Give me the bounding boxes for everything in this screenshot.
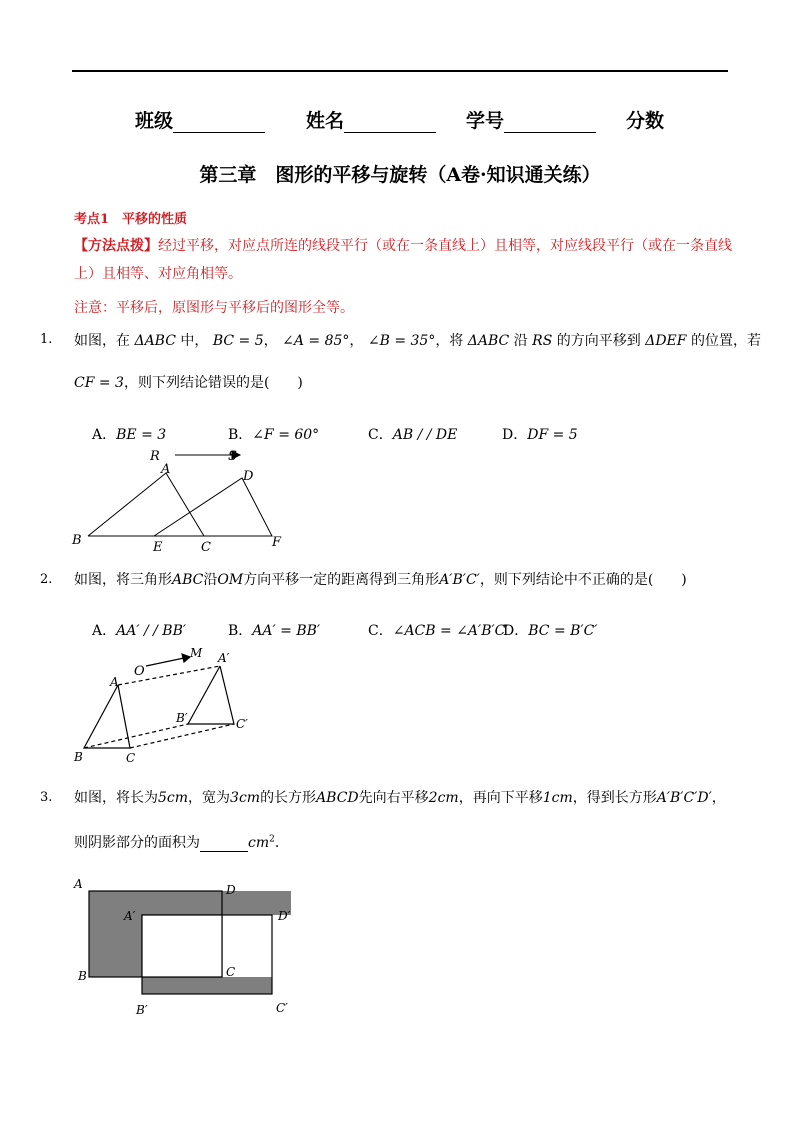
q1-option-c[interactable] bbox=[368, 424, 457, 444]
q3-text-c: 的长方形 bbox=[260, 790, 317, 806]
q1-triangle-def: ΔDEF bbox=[645, 333, 687, 349]
q2-option-d-text: BC = B′C′ bbox=[528, 623, 598, 639]
q1-rs: RS bbox=[532, 333, 553, 349]
q1-answer-paren[interactable]: ( ) bbox=[263, 375, 303, 391]
q2-label-b2: B′ bbox=[176, 711, 188, 725]
q2-text-c: 方向平移一定的距离得到三角形 bbox=[243, 572, 440, 588]
q1-text-f: 的位置，若 bbox=[690, 333, 761, 349]
q2-option-a-text: AA′ / / BB′ bbox=[116, 623, 187, 639]
q1-angle-b: ∠B = 35° bbox=[367, 333, 436, 349]
q3-rect-abcd-2: A′B′C′D′ bbox=[656, 790, 712, 806]
q1-label-s: S bbox=[228, 449, 237, 464]
method-note: 注意：平移后，原图形与平移后的图形全等。 bbox=[74, 300, 354, 316]
q2-label-b: B bbox=[74, 750, 83, 764]
q3-label-c: C bbox=[226, 965, 236, 979]
q3-overlap-region bbox=[142, 915, 222, 977]
q1-option-c-text: AB / / DE bbox=[392, 427, 458, 443]
q1-label-d: D bbox=[243, 469, 254, 484]
q3-text-d: 先向右平移 bbox=[358, 790, 429, 806]
score-field bbox=[626, 106, 664, 133]
class-blank[interactable] bbox=[173, 112, 265, 133]
q2-label-m: M bbox=[190, 646, 203, 660]
q1-cf: CF = 3 bbox=[74, 375, 124, 391]
q3-label-b2: B′ bbox=[136, 1003, 148, 1017]
q2-text-a: 如图，将三角形 bbox=[74, 572, 172, 588]
q2-dashed-bb2 bbox=[84, 724, 188, 748]
q1-text-c: ，将 bbox=[435, 333, 464, 349]
q3-unit: cm bbox=[248, 835, 270, 851]
q2-option-d-label: D． bbox=[503, 623, 529, 639]
q1-option-d-text: DF = 5 bbox=[527, 427, 578, 443]
q2-om: OM bbox=[217, 572, 244, 588]
q2-option-d[interactable] bbox=[503, 620, 597, 640]
score-label: 分数 bbox=[626, 110, 665, 132]
q2-option-b-text: AA′ = BB′ bbox=[252, 623, 321, 639]
q1-figure bbox=[60, 440, 300, 560]
q1-text-b: 中， bbox=[180, 333, 209, 349]
q3-label-b: B bbox=[78, 969, 87, 983]
q2-triangle-abc-2: A′B′C′ bbox=[439, 572, 480, 588]
q2-triangle-a2b2c2-shape bbox=[188, 666, 234, 724]
question-2-line-1 bbox=[74, 569, 687, 589]
q3-text-g: ， bbox=[711, 790, 726, 806]
q1-option-d[interactable] bbox=[502, 424, 578, 444]
q2-option-b[interactable] bbox=[228, 620, 320, 640]
q1-option-a-text: BE = 3 bbox=[116, 427, 167, 443]
question-3-line-2 bbox=[74, 832, 289, 852]
q1-text-d: 沿 bbox=[513, 333, 528, 349]
q3-label-a2: A′ bbox=[124, 909, 136, 923]
name-label: 姓名 bbox=[306, 110, 345, 132]
id-field bbox=[466, 106, 596, 133]
q1-text-a: 如图，在 bbox=[74, 333, 130, 349]
question-2-number: 2. bbox=[40, 572, 53, 587]
question-3-number: 3. bbox=[40, 790, 53, 805]
id-blank[interactable] bbox=[504, 112, 596, 133]
q1-option-b-label: B． bbox=[228, 427, 253, 443]
q2-option-c[interactable] bbox=[368, 620, 509, 640]
q1-triangle-abc-2: ΔABC bbox=[467, 333, 510, 349]
q1-text-e: 的方向平移到 bbox=[556, 333, 641, 349]
q1-bc: BC = 5 bbox=[212, 333, 264, 349]
q3-shift-down: 1cm bbox=[542, 790, 573, 806]
q3-shift-right: 2cm bbox=[428, 790, 459, 806]
q2-option-b-label: B． bbox=[228, 623, 253, 639]
q1-sep1: ， bbox=[263, 333, 278, 349]
q1-label-e: E bbox=[153, 540, 163, 555]
q2-option-c-text: ∠ACB = ∠A′B′C′ bbox=[392, 623, 509, 639]
q2-triangle-abc: ABC bbox=[172, 572, 204, 588]
q1-label-r: R bbox=[150, 449, 160, 464]
q1-label-c: C bbox=[201, 540, 211, 555]
q1-triangle-abc: ΔABC bbox=[134, 333, 176, 349]
q1-text-g: ，则下列结论错误的是 bbox=[123, 375, 264, 391]
q2-dashed-cc2 bbox=[130, 724, 234, 748]
q1-label-b: B bbox=[72, 533, 82, 548]
q3-answer-blank[interactable] bbox=[200, 835, 248, 852]
q3-width: 3cm bbox=[230, 790, 261, 806]
q2-text-d: ，则下列结论中不正确的是 bbox=[479, 572, 648, 588]
q3-label-d2: D′ bbox=[278, 909, 291, 923]
q2-label-a2: A′ bbox=[218, 651, 230, 665]
q1-option-a-label: A． bbox=[92, 427, 117, 443]
q3-text-b: ，宽为 bbox=[188, 790, 231, 806]
q3-label-d: D bbox=[226, 883, 236, 897]
q1-sep2: ， bbox=[349, 333, 364, 349]
q3-text-a: 如图，将长为 bbox=[74, 790, 158, 806]
page-title: 第三章 图形的平移与旋转（A卷·知识通关练） bbox=[199, 164, 601, 186]
q3-text-f: ，得到长方形 bbox=[572, 790, 657, 806]
q2-triangle-abc-shape bbox=[84, 685, 130, 748]
q1-label-a: A bbox=[161, 462, 171, 477]
section-heading: 考点1 平移的性质 bbox=[74, 212, 188, 227]
name-blank[interactable] bbox=[344, 112, 436, 133]
q2-label-c2: C′ bbox=[236, 717, 248, 731]
class-label: 班级 bbox=[135, 110, 174, 132]
q1-triangle-abc-shape bbox=[88, 473, 204, 536]
q1-option-d-label: D． bbox=[502, 427, 528, 443]
q1-option-c-label: C． bbox=[368, 427, 393, 443]
q1-label-f: F bbox=[272, 535, 282, 550]
q3-text-end: ． bbox=[274, 835, 289, 851]
q2-text-b: 沿 bbox=[203, 572, 218, 588]
method-tip bbox=[74, 232, 734, 288]
q3-unit-sup: 2 bbox=[269, 834, 275, 845]
q2-label-c: C bbox=[126, 751, 136, 765]
method-tip-tag: 【方法点拨】 bbox=[74, 238, 158, 254]
q1-option-b-text: ∠F = 60° bbox=[252, 427, 320, 443]
q3-text-e: ，再向下平移 bbox=[458, 790, 543, 806]
q2-label-o: O bbox=[134, 664, 145, 679]
question-1-number: 1. bbox=[40, 332, 53, 347]
class-field bbox=[135, 106, 265, 133]
q2-figure bbox=[66, 642, 276, 770]
q3-label-a: A bbox=[74, 877, 83, 891]
question-1-line-2 bbox=[74, 372, 303, 392]
id-label: 学号 bbox=[466, 110, 505, 132]
q2-option-a[interactable] bbox=[92, 620, 186, 640]
top-rule bbox=[72, 70, 728, 72]
question-3-line-1 bbox=[74, 787, 726, 807]
q3-length: 5cm bbox=[158, 790, 189, 806]
student-info-line bbox=[0, 106, 800, 134]
q3-figure bbox=[70, 870, 310, 1020]
q3-rect-abcd: ABCD bbox=[316, 790, 359, 806]
name-field bbox=[306, 106, 436, 133]
q2-label-a: A bbox=[110, 675, 119, 689]
q2-om-arrow-shaft bbox=[146, 658, 184, 666]
q2-answer-paren[interactable]: ( ) bbox=[647, 572, 687, 588]
q1-angle-a: ∠A = 85° bbox=[282, 333, 350, 349]
question-1-line-1 bbox=[74, 330, 761, 350]
q3-text-line2: 则阴影部分的面积为 bbox=[74, 835, 200, 851]
q2-om-arrow-head bbox=[182, 654, 190, 662]
q2-option-a-label: A． bbox=[92, 623, 117, 639]
q2-option-c-label: C． bbox=[368, 623, 393, 639]
q1-triangle-def-shape bbox=[154, 478, 272, 536]
q3-label-c2: C′ bbox=[276, 1001, 288, 1015]
method-tip-text: 经过平移，对应点所连的线段平行（或在一条直线上）且相等，对应线段平行（或在一条直线上）且相等、对应角相等。 bbox=[74, 238, 732, 282]
